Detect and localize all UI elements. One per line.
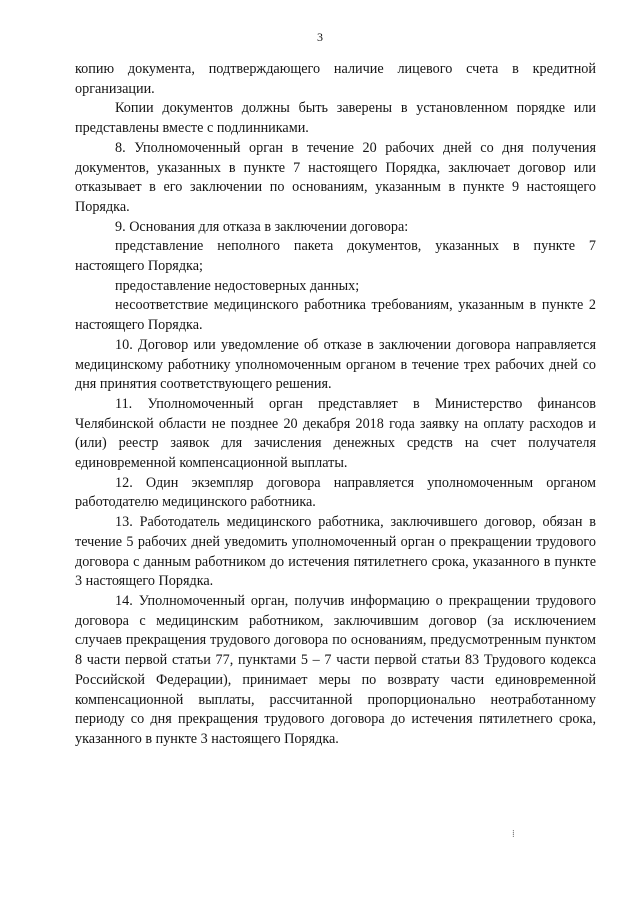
document-body [75, 60, 596, 750]
paragraph-item-10: 10. Договор или уведомление об отказе в заключении договора направляется медицинскому работнику уполномоченным органом в течение трех рабочих дней со дня принятия соответствующего решения. [75, 336, 596, 393]
paragraph-item-14: 14. Уполномоченный орган, получив информацию о прекращении трудового договора с медицинским работником, заключившим договор (за исключением случаев прекращения трудового договора по основаниям, предусмотренным пунктом 8 части первой статьи 77, пунктами 5 – 7 части первой статьи 83 Трудового кодекса Российской Федерации), принимает меры по возврату части единовременной компенсационной выплаты, рассчитанной пропорционально неотработанному периоду со дня прекращения трудового договора до истечения пятилетнего срока, указанного в пункте 3 настоящего Порядка. [75, 592, 596, 747]
paragraph-item-8: 8. Уполномоченный орган в течение 20 рабочих дней со дня получения документов, указанных в пункте 7 настоящего Порядка, заключает договор или отказывает в его заключении по основаниям, указанным в пункте 9 настоящего Порядка. [75, 139, 596, 215]
paragraph-account-copy: копию документа, подтверждающего наличие лицевого счета в кредитной организации. [75, 61, 596, 97]
paragraph-item-12: 12. Один экземпляр договора направляется уполномоченным органом работодателю медицинского работника. [75, 474, 596, 511]
paragraph-ground-incomplete: представление неполного пакета документов, указанных в пункте 7 настоящего Порядка; [75, 238, 596, 275]
margin-mark: ⁞ [512, 829, 515, 840]
paragraph-item-9: 9. Основания для отказа в заключении договора: [115, 218, 409, 235]
paragraph-item-13: 13. Работодатель медицинского работника, заключившего договор, обязан в течение 5 рабочих дней уведомить уполномоченный орган о прекращении трудового договора с данным работником до истечения пятилетнего срока, указанного в пункте 3 настоящего Порядка. [75, 514, 596, 590]
paragraph-copies-certified: Копии документов должны быть заверены в установленном порядке или представлены вместе с подлинниками. [75, 100, 596, 137]
paragraph-item-11: 11. Уполномоченный орган представляет в Министерство финансов Челябинской области не позднее 20 декабря 2018 года заявку на оплату расходов и (или) реестр заявок для зачисления денежных средств на счет получателя единовременной компенсационной выплаты. [75, 395, 596, 472]
paragraph-ground-false-data: предоставление недостоверных данных; [115, 277, 360, 294]
paragraph-ground-nonconformity: несоответствие медицинского работника требованиям, указанным в пункте 2 настоящего Порядка. [75, 297, 596, 334]
page-number: 3 [317, 30, 323, 44]
